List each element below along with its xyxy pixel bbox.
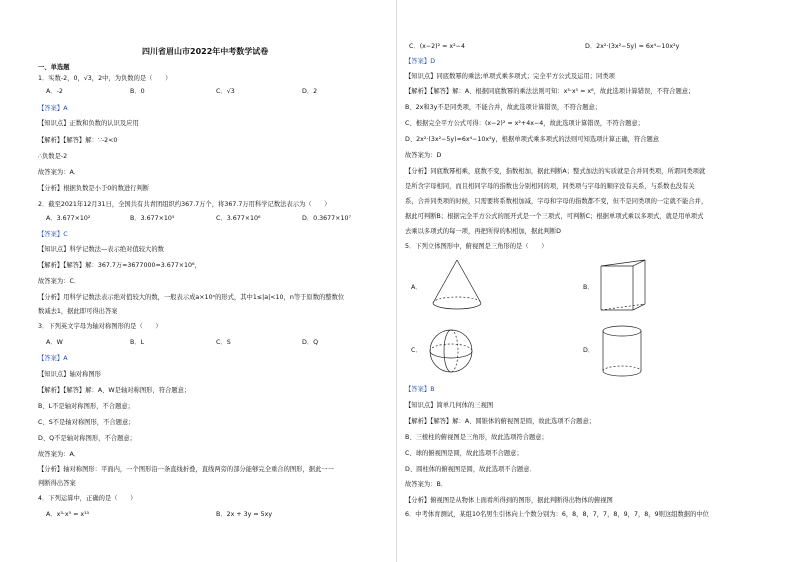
q5-knowledge: 【知识点】简单几何体的三视图 (405, 402, 494, 409)
q4-note-line2: 是所含字母相同，而且相同字母的指数也分别相同的项，同类项与字母的顺序没有关系，与系数也没有关 (405, 183, 695, 190)
q5-stem: 5．下列立体图形中，俯视图是三角形的是（ ） (405, 243, 548, 250)
q5-item-d: D、圆柱体的俯视图是圆，故此选项不合题意． (405, 466, 536, 473)
q1-option-a: A．-2 (46, 88, 63, 95)
q2-option-d: D．0.3677×10⁷ (302, 215, 351, 222)
q2-final: 故答案为：C． (38, 278, 81, 285)
q3-knowledge: 【知识点】轴对称图形 (38, 371, 101, 378)
q5-answer: 【答案】B (405, 386, 435, 393)
q4-answer: 【答案】D (405, 58, 436, 65)
q1-final: 故答案为：A． (38, 169, 81, 176)
q4-option-a: A．x³·x⁵ = x¹⁵ (46, 511, 90, 518)
q3-analysis: 【解析】【解答】解：A、W是轴对称图形，符合题意； (38, 387, 191, 394)
q4-analysis-a: 【解析】【解答】解：A、根据同底数幂的乘法法则可知：x³·x⁵ = x⁸，故此选项计算错误，不符合题意； (405, 88, 695, 95)
q4-analysis-b: B、2x和3y不是同类项，不能合并，故此选项计算错误，不符合题意； (405, 104, 602, 111)
q1-knowledge: 【知识点】正数和负数的认识及应用 (38, 120, 139, 127)
q2-answer: 【答案】C (38, 231, 68, 238)
q1-option-c: C．√3 (216, 88, 235, 95)
q4-stem: 4．下列运算中，正确的是（ ） (38, 495, 137, 502)
q3-item-c: C、S不是轴对称图形，不合题意； (38, 419, 135, 426)
q1-conclusion: ∴负数是-2 (38, 153, 68, 160)
q3-option-d: D．Q (302, 339, 319, 346)
q2-note-line1: 【分析】用科学记数法表示绝对值较大的数，一般表示成a×10ⁿ的形式，其中1≤|a|<10，n等于原数的整数位 (38, 294, 345, 301)
q3-note-line1: 【分析】轴对称图形：平面内，一个图形沿一条直线折叠，直线两旁的部分能够完全重合的图形，据此一一 (38, 466, 334, 473)
q1-stem: 1．实数-2，0，√3，2中，为负数的是（ ） (38, 75, 172, 82)
q3-answer: 【答案】A (38, 355, 68, 362)
q2-stem: 2．截至2021年12月31日，全国共有共青团组织约367.7万个，将367.7万用科学记数法表示为（ ） (38, 201, 331, 208)
q3-item-b: B、L不是轴对称图形，不合题意； (38, 403, 134, 410)
exam-title: 四川省眉山市2022年中考数学试卷 (142, 47, 269, 56)
q5-label-c: C． (411, 347, 422, 354)
column-divider (396, 0, 397, 562)
q1-note: 【分析】根据负数是小于0的数进行判断 (38, 185, 150, 192)
q3-note-line2: 判断得出答案 (38, 480, 76, 487)
q4-note-line4: 据此可判断B；根据完全平方公式的展开式是一个三项式，可判断C；根据单项式乘以多项式，就是用单项式 (405, 213, 704, 220)
q2-knowledge: 【知识点】科学记数法—表示绝对值较大的数 (38, 246, 164, 253)
q1-option-d: D．2 (302, 88, 318, 95)
q5-note: 【分析】俯视图是从物体上面看所得到的图形，据此判断得出物体的俯视图 (405, 497, 613, 504)
q4-option-c: C．(x−2)² = x²−4 (409, 43, 465, 50)
q6-stem: 6．中考体育测试，某组10名男生引体向上个数分别为：6，8，8，7，7，8，9，7，8，9则这组数据的中位 (405, 511, 709, 518)
q5-label-a: A． (411, 284, 422, 291)
q2-note-line2: 数减去1，据此即可得出答案 (38, 308, 118, 315)
q2-analysis: 【解析】【解答】解：367.7万=3677000=3.677×10⁶， (38, 262, 201, 269)
q4-note-line5: 去乘以多项式的每一项，再把所得的积相加，据此判断D (405, 228, 561, 235)
q4-option-b: B．2x + 3y = 5xy (216, 511, 273, 518)
section-heading: 一、单选题 (38, 64, 70, 71)
q4-note-line1: 【分析】同底数幂相乘，底数不变，指数相加，据此判断A；整式加法的实质就是合并同类项，所谓同类项就 (405, 168, 706, 175)
q4-analysis-c: C、根据完全平方公式可得：(x−2)² = x²+4x−4，故此选项计算错误，不符合题意； (405, 120, 644, 127)
q3-stem: 3．下列英文字母为轴对称图形的是（ ） (38, 323, 162, 330)
cone-figure (427, 258, 487, 318)
q3-item-d: D、Q不是轴对称图形，不合题意； (38, 435, 136, 442)
q2-option-a: A．3.677×10² (46, 215, 91, 222)
q5-label-d: D． (583, 347, 595, 354)
q5-analysis: 【解析】【解答】解：A、圆锥体的俯视图是圆，故此选项不合题意； (405, 418, 596, 425)
q5-final: 故答案为：B． (405, 481, 448, 488)
q4-note-line3: 系，合并同类项的时候，只需要将系数相加减，字母和字母的指数都不变，但不是同类项的一定就不能合并， (405, 198, 708, 205)
q1-option-b: B．0 (130, 88, 145, 95)
q2-option-b: B．3.677×10⁵ (130, 215, 175, 222)
q4-knowledge: 【知识点】同底数幂的乘法;单项式乘多项式；完全平方公式及运用；同类项 (405, 73, 615, 80)
q3-option-a: A．W (46, 339, 63, 346)
q5-item-c: C、球的俯视图是圆，故此选项不合题意； (405, 450, 523, 457)
sphere-figure (427, 327, 477, 377)
triangular-prism-figure (597, 258, 652, 320)
cylinder-figure (601, 325, 647, 381)
q2-option-c: C．3.677×10⁶ (216, 215, 261, 222)
q4-option-d: D．2x²·(3x²−5y) = 6x⁴−10x²y (585, 43, 680, 50)
q3-option-c: C．S (216, 339, 231, 346)
q4-analysis-d: D、2x²·(3x²−5y)=6x⁴−10x²y，根据单项式乘多项式的法则可知选项计算正确，符合题意 (405, 136, 660, 143)
q5-item-b: B、三棱柱的俯视图是三角形，故此选项符合题意； (405, 434, 548, 441)
q1-analysis: 【解析】【解答】解：∵-2<0 (38, 137, 118, 144)
q4-final: 故答案为：D (405, 152, 442, 159)
q5-label-b: B． (583, 284, 594, 291)
q3-option-b: B．L (130, 339, 145, 346)
q1-answer: 【答案】A (38, 105, 68, 112)
q3-final: 故答案为：A． (38, 451, 81, 458)
